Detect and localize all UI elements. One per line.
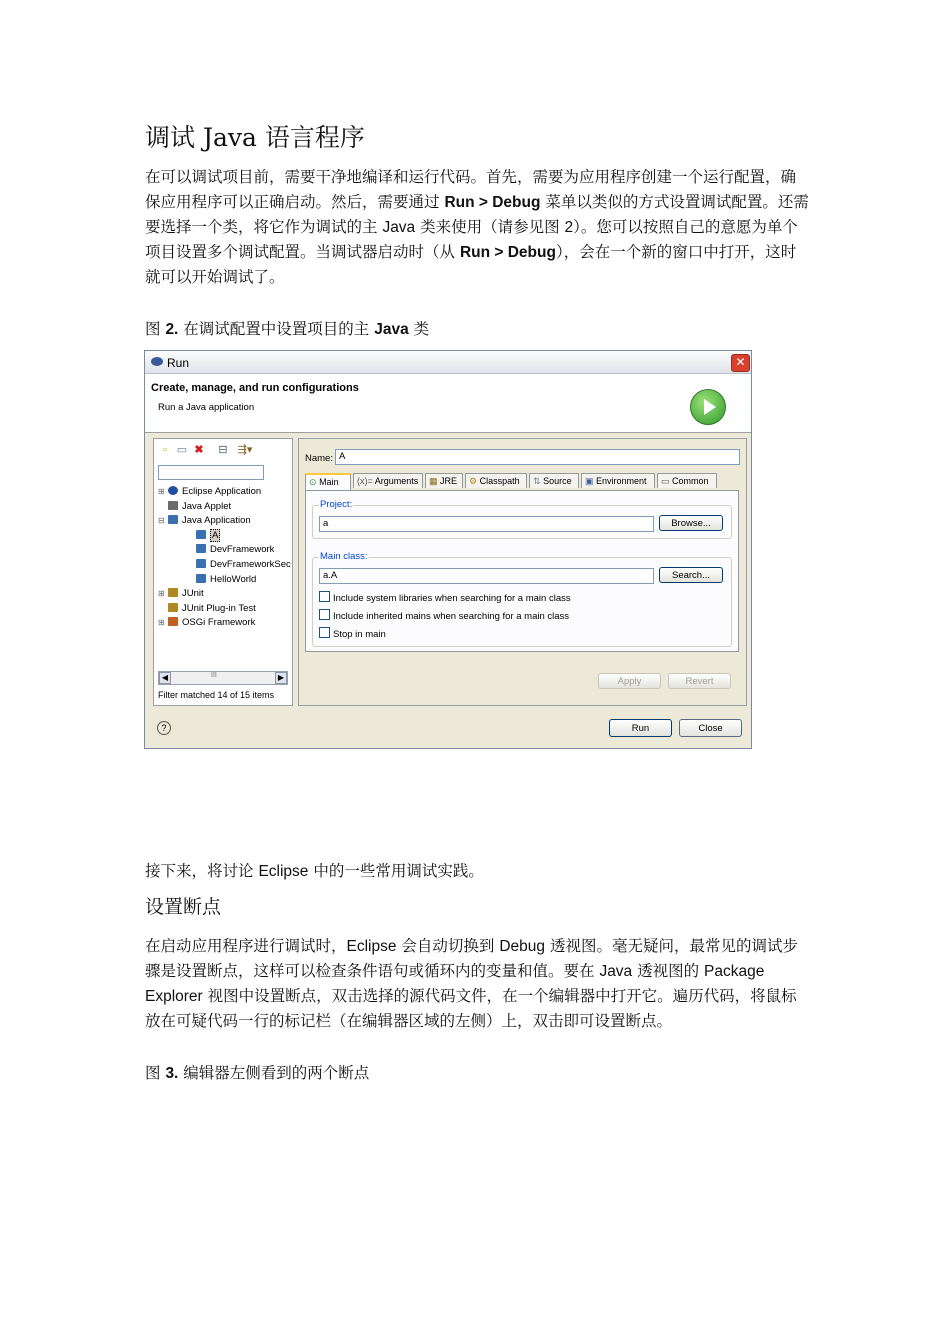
intro-paragraph: 在可以调试项目前，需要干净地编译和运行代码。首先，需要为应用程序创建一个运行配置，确保应用程序可以正确启动。然后，需要通过 Run > Debug 菜单以类似的方式设置调试配置。还需要选择一个类，将它作为调试的主 Java 类来使用（请参见图 2）。您可以按照自己的意愿为单个项目设置多个调试配置。当调试器启动时（从 Run > Debug），会在一个新的窗口中打开，这时就可以开始调试了。 [145, 168, 809, 286]
close-icon[interactable]: ✕ [731, 354, 750, 372]
filter-status: Filter matched 14 of 15 items [158, 690, 275, 700]
figure-3-caption: 图 3. 编辑器左侧看到的两个断点 [145, 1064, 370, 1082]
banner-title: Create, manage, and run configurations [151, 382, 359, 394]
tab-environment[interactable]: ▣ Environment [581, 473, 655, 488]
config-type-icon [196, 530, 206, 539]
collapse-icon[interactable]: ⊟ [218, 444, 228, 456]
config-tree-pane [153, 438, 293, 706]
config-type-icon [168, 515, 178, 524]
main-class-field[interactable]: a.A [319, 568, 654, 584]
tab-main[interactable]: ⊙ Main [305, 473, 351, 490]
tab-arguments[interactable]: (x)= Arguments [353, 473, 423, 488]
tree-item[interactable] [158, 501, 231, 512]
tree-item-label: A [212, 529, 219, 541]
search-button[interactable]: Search... [659, 567, 723, 583]
tree-expander-icon[interactable]: ⊟ [158, 516, 165, 526]
config-type-icon [168, 588, 178, 597]
tree-item[interactable] [186, 559, 291, 570]
eclipse-icon [151, 357, 163, 366]
config-type-icon [168, 603, 178, 612]
tree-expander-icon[interactable]: ⊞ [158, 487, 165, 496]
config-type-icon [168, 617, 178, 626]
help-icon[interactable]: ? [157, 721, 171, 735]
config-type-icon [196, 574, 206, 583]
breakpoint-paragraph: 在启动应用程序进行调试时，Eclipse 会自动切换到 Debug 透视图。毫无疑问，最常见的调试步骤是设置断点，这样可以检查条件语句或循环内的变量和值。要在 Java 透视图的 Package Explorer 视图中设置断点，双击选择的源代码文件，在一个编辑器中打开它。遍历代码，将鼠标放在可疑代码一行的标记栏（在编辑器区域的左侧）上，双击即可设置断点。 [145, 937, 798, 1030]
delete-icon[interactable]: ✖ [194, 444, 204, 456]
run-button[interactable]: Run [609, 719, 672, 737]
config-type-icon [168, 501, 178, 510]
tree-expander-icon[interactable]: ⊞ [158, 589, 165, 599]
name-label: Name: [305, 453, 333, 464]
tab-source[interactable]: ⇅ Source [529, 473, 579, 488]
scroll-thumb[interactable]: III [211, 672, 217, 679]
dialog-banner [145, 374, 751, 433]
tab-jre[interactable]: ▦ JRE [425, 473, 463, 488]
scroll-right-icon[interactable]: ▶ [275, 672, 287, 684]
page-heading: 调试 Java 语言程序 [145, 123, 365, 152]
new-config-icon[interactable]: ▫ [163, 444, 167, 456]
config-type-icon [196, 544, 206, 553]
tab-classpath[interactable]: ⚙ Classpath [465, 473, 527, 488]
config-type-icon [196, 559, 206, 568]
scroll-left-icon[interactable]: ◀ [159, 672, 171, 684]
filter-icon[interactable]: ⇶▾ [237, 444, 253, 456]
run-dialog [144, 350, 752, 749]
browse-button[interactable]: Browse... [659, 515, 723, 531]
horizontal-scrollbar[interactable] [158, 671, 288, 685]
close-button[interactable]: Close [679, 719, 742, 737]
tree-item-label: Java Applet [182, 500, 232, 512]
tree-item[interactable] [158, 486, 261, 497]
dialog-titlebar [145, 351, 751, 374]
after-figure-paragraph: 接下来，将讨论 Eclipse 中的一些常用调试实践。 [145, 862, 484, 880]
dialog-title: Run [167, 356, 190, 370]
tree-item[interactable] [158, 588, 204, 599]
tree-item-label: JUnit Plug-in Test [182, 602, 256, 614]
apply-button[interactable]: Apply [598, 673, 661, 689]
main-class-label: Main class: [320, 551, 368, 562]
project-group [312, 499, 732, 539]
filter-input[interactable] [158, 465, 264, 480]
project-label: Project: [320, 499, 353, 510]
tree-item-label: Java Application [182, 515, 251, 527]
name-field[interactable]: A [335, 449, 740, 465]
section-title: 设置断点 [145, 896, 222, 918]
banner-subtitle: Run a Java application [158, 402, 255, 413]
tree-item-label: HelloWorld [210, 573, 257, 585]
tree-item[interactable] [158, 617, 255, 628]
project-field[interactable]: a [319, 516, 654, 532]
tree-item-label: Eclipse Application [182, 486, 262, 497]
include-inherited-mains-checkbox[interactable]: Include inherited mains when searching for a main class [319, 609, 569, 622]
tab-common[interactable]: ▭ Common [657, 473, 717, 488]
tab-strip [305, 473, 737, 490]
tree-item-label: JUnit [182, 588, 204, 600]
tree-item[interactable] [158, 515, 251, 526]
tree-item[interactable] [186, 574, 256, 585]
tree-expander-icon[interactable]: ⊞ [158, 618, 165, 628]
stop-in-main-checkbox[interactable]: Stop in main [319, 627, 386, 640]
tree-item-label: OSGi Framework [182, 617, 256, 629]
tree-item-label: DevFramework [210, 544, 275, 556]
run-icon [690, 389, 726, 425]
main-class-group [312, 551, 732, 647]
main-tab-content [305, 490, 739, 652]
config-type-icon [168, 486, 178, 495]
include-system-libraries-checkbox[interactable]: Include system libraries when searching for a main class [319, 591, 571, 604]
revert-button[interactable]: Revert [668, 673, 731, 689]
tree-item[interactable] [186, 530, 220, 541]
tree-item[interactable] [158, 603, 256, 614]
duplicate-icon[interactable]: ▭ [176, 444, 188, 456]
tree-item-label: DevFrameworkSec [210, 559, 291, 570]
config-editor-pane [298, 438, 747, 706]
tree-item[interactable] [186, 544, 274, 555]
figure-2-caption: 图 2. 在调试配置中设置项目的主 Java 类 [145, 320, 430, 338]
